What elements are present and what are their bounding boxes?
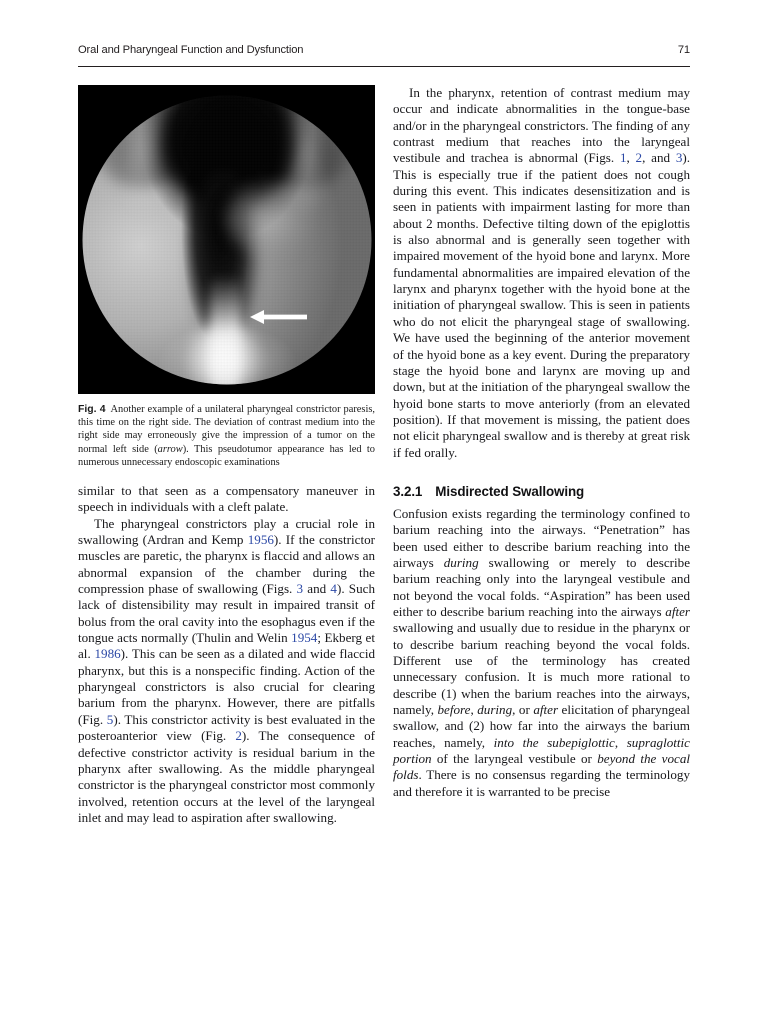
citation-link[interactable]: 1956 <box>247 532 274 548</box>
figure-4-caption <box>78 403 375 469</box>
running-head <box>78 44 690 66</box>
para-misdirected <box>393 506 690 800</box>
arrow-annotation-icon <box>250 309 307 325</box>
text-run: , or <box>512 702 534 718</box>
citation-link[interactable]: 3 <box>296 581 304 597</box>
citation-link[interactable]: 1986 <box>94 646 121 662</box>
figure-caption-italic-arrow: arrow <box>157 443 183 455</box>
text-run: swallowing and usually due to residue in the pharynx or to describe barium reaching beyond the vocal folds. Different use of the terminology has created unnecessary confusion. It is much more rational to describe (1) when the barium reaches into the airways, namely, <box>393 620 690 718</box>
text-run: and <box>303 581 331 597</box>
running-head-title: Oral and Pharyngeal Function and Dysfunction <box>78 44 304 56</box>
text-run: Confusion exists regarding the terminology confined to barium reaching into the airways. “Penetration” has been used either to describe barium reaching into the airways <box>393 505 690 570</box>
section-number: 3.2.1 <box>393 483 423 499</box>
left-column-body <box>78 483 375 826</box>
text-run: , <box>614 734 627 750</box>
citation-link[interactable]: 4 <box>330 581 337 597</box>
emphasis-text: during <box>443 554 479 570</box>
figure-caption-text-1: Another example of a unilateral pharyngeal constrictor paresis, this time on the right side. The deviation of contrast medium into the right side may erroneously give the impression of a tumor on the normal left side ( <box>78 404 375 455</box>
text-run: ). If the constrictor muscles are paretic, the pharynx is flaccid and allows an abnormal expansion of the chamber during the compression phase of swallowing (Figs. <box>78 532 375 597</box>
citation-link[interactable]: 2 <box>635 150 643 166</box>
emphasis-text: during <box>477 702 513 718</box>
right-column-body-top <box>393 85 690 461</box>
para-retention-contrast <box>393 85 690 461</box>
right-column <box>393 85 690 800</box>
left-column <box>78 85 375 826</box>
figure-label: Fig. 4 <box>78 404 106 415</box>
text-run: ). This constrictor activity is best evaluated in the posteroanterior view (Fig. <box>78 711 375 744</box>
text-run: ; Ekberg et al. <box>78 630 376 662</box>
radiograph-field-of-view <box>82 95 371 384</box>
text-run: . There is no consensus regarding the terminology and therefore it is warranted to be precise <box>393 767 690 799</box>
text-run: similar to that seen as a compensatory maneuver in speech in individuals with a cleft palate. <box>78 483 375 515</box>
section-title: Misdirected Swallowing <box>435 483 585 499</box>
text-run: , and <box>642 150 676 166</box>
text-run: ). Such lack of distensibility may result in impaired transit of bolus from the oral cavity into the esophagus even if the tongue acts normally (Thulin and Welin <box>78 581 375 646</box>
film-grain <box>82 95 371 384</box>
text-run: swallowing or merely to describe barium reaching only into the laryngeal vestibule and not beyond the vocal folds. “Aspiration” has been used either to describe barium reaching into the airways <box>393 554 691 619</box>
text-run: The pharyngeal constrictors play a crucial role in swallowing (Ardran and Kemp <box>78 515 375 548</box>
section-heading-3-2-1 <box>393 483 690 500</box>
citation-link[interactable]: 2 <box>235 728 242 744</box>
figure-4-image <box>78 85 375 394</box>
para-cleft-palate <box>78 483 375 516</box>
right-column-body-bottom <box>393 506 690 800</box>
text-run: , <box>626 150 636 166</box>
emphasis-text: after <box>665 603 690 619</box>
figure-caption-text-2: ). This pseudotumor appearance has led to numerous unnecessary endoscopic examinations <box>78 443 375 468</box>
citation-link[interactable]: 1 <box>619 150 627 166</box>
emphasis-text: beyond the vocal folds <box>393 751 690 783</box>
page-number: 71 <box>677 44 690 56</box>
text-run: , <box>470 702 478 718</box>
text-run: of the laryngeal vestibule or <box>431 751 598 767</box>
text-run: elicitation of pharyngeal swallow, and (2) how far into the airways the barium reaches, namely, <box>393 702 690 750</box>
citation-link[interactable]: 3 <box>675 150 683 166</box>
header-divider <box>78 66 690 67</box>
emphasis-text: before <box>437 702 471 718</box>
citation-link[interactable]: 1954 <box>291 630 318 646</box>
text-run: In the pharynx, retention of contrast medium may occur and indicate abnormalities in the tongue-base and/or in the pharyngeal constrictors. The finding of any contrast medium that reaches into the laryngeal vestibule and trachea is abnormal (Figs. <box>393 85 690 166</box>
emphasis-text: into the subepiglottic <box>493 734 615 750</box>
text-run: ). This can be seen as a dilated and wide flaccid pharynx, but this is a nonspecific finding. Action of the pharyngeal constrictors is also crucial for clearing barium from the pharynx. However, there are pitfalls (Fig. <box>78 646 376 727</box>
emphasis-text: after <box>533 702 559 718</box>
para-pharyngeal-constrictors <box>78 516 375 827</box>
text-run: ). The consequence of defective constrictor activity is residual barium in the pharynx after swallowing. As the middle pharyngeal constrictor is the pharyngeal constrictor most commonly involved, retention occurs at the level of the laryngeal inlet and may lead to aspiration after swallowing. <box>78 728 375 825</box>
citation-link[interactable]: 5 <box>106 711 114 727</box>
text-run: ). This is especially true if the patient does not cough during this event. This indicates desensitization and is seen in patients with impairment lasting for more than about 2 months. Defective tilting down of the epiglottis is also abnormal and is generally seen together with impaired movement of the hyoid bone and larynx. More fundamental abnormalities are impaired elevation of the larynx and pharynx together with the hyoid bone at the initiation of pharyngeal swallow. This is seen in patients who do not elicit the pharyngeal stage of swallowing. We have used the beginning of the anterior movement of the hyoid bone as a key event. During the preparatory stage the hyoid bone and larynx are moving up and down, but at the initiation of the pharyngeal swallow the hyoid bone starts to move anteriorly (from an elevated position). If that movement is missing, the patient does not elicit pharyngeal swallow and is thereby at great risk if fed orally. <box>393 150 690 460</box>
emphasis-text: supraglottic portion <box>393 734 690 767</box>
